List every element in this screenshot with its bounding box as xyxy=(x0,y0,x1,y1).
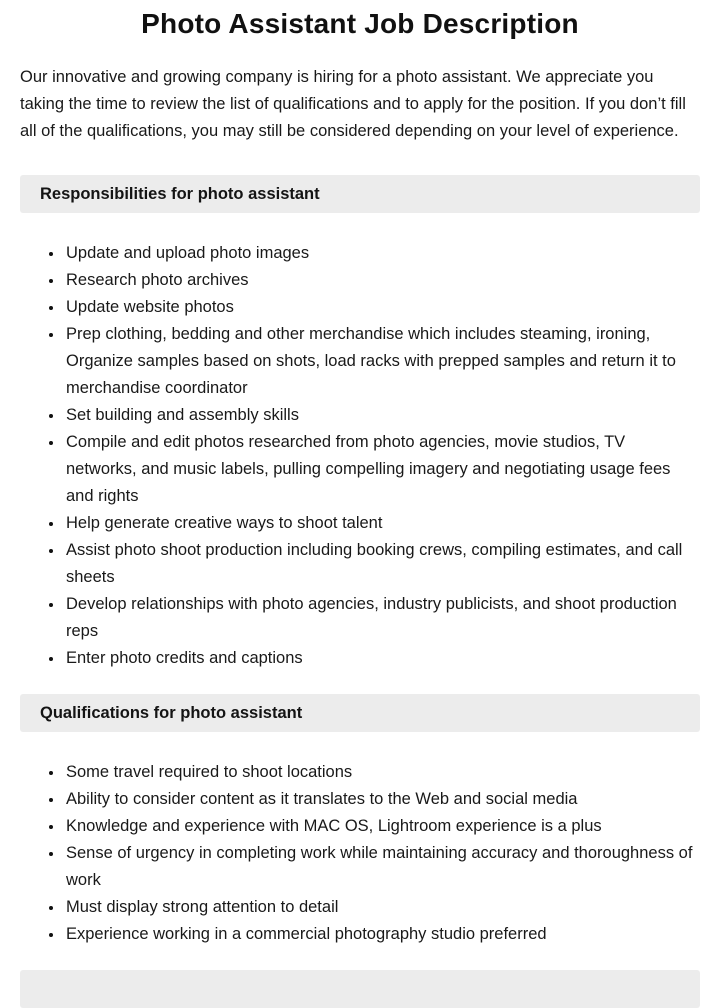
list-item: • Help generate creative ways to shoot talent xyxy=(64,510,700,537)
list-item: • Ability to consider content as it translates to the Web and social media xyxy=(64,786,700,813)
list-item: • Compile and edit photos researched from photo agencies, movie studios, TV networks, and music labels, pulling compelling imagery and negotiating usage fees and rights xyxy=(64,429,700,510)
list-item: • Develop relationships with photo agencies, industry publicists, and shoot production reps xyxy=(64,591,700,645)
section-heading-label: Qualifications for photo assistant xyxy=(40,704,303,722)
list-item: • Some travel required to shoot locations xyxy=(64,759,700,786)
list-item: • Update and upload photo images xyxy=(64,240,700,267)
list-item: • Assist photo shoot production including booking crews, compiling estimates, and call sheets xyxy=(64,537,700,591)
intro-paragraph: Our innovative and growing company is hiring for a photo assistant. We appreciate you taking the time to review the list of qualifications and to apply for the position. If you don’t fill all of the qualifications, you may still be considered depending on your level of experience. xyxy=(20,68,686,140)
section-header-qualifications xyxy=(20,694,700,732)
list-item: • Enter photo credits and captions xyxy=(64,645,700,672)
list-item: • Knowledge and experience with MAC OS, Lightroom experience is a plus xyxy=(64,813,700,840)
list-item: • Experience working in a commercial photography studio preferred xyxy=(64,921,700,948)
list-item: • Must display strong attention to detail xyxy=(64,894,700,921)
list-item: • Prep clothing, bedding and other merchandise which includes steaming, ironing, Organize samples based on shots, load racks with prepped samples and return it to merchandise coordinator xyxy=(64,321,700,402)
list-item: • Research photo archives xyxy=(64,267,700,294)
section-heading-label: Responsibilities for photo assistant xyxy=(40,185,320,203)
responsibilities-list xyxy=(20,240,700,672)
section-header-responsibilities xyxy=(20,175,700,213)
list-item: • Update website photos xyxy=(64,294,700,321)
list-item: • Set building and assembly skills xyxy=(64,402,700,429)
page-title: Photo Assistant Job Description xyxy=(141,8,579,39)
qualifications-list xyxy=(20,759,700,948)
list-item: • Sense of urgency in completing work while maintaining accuracy and thoroughness of work xyxy=(64,840,700,894)
